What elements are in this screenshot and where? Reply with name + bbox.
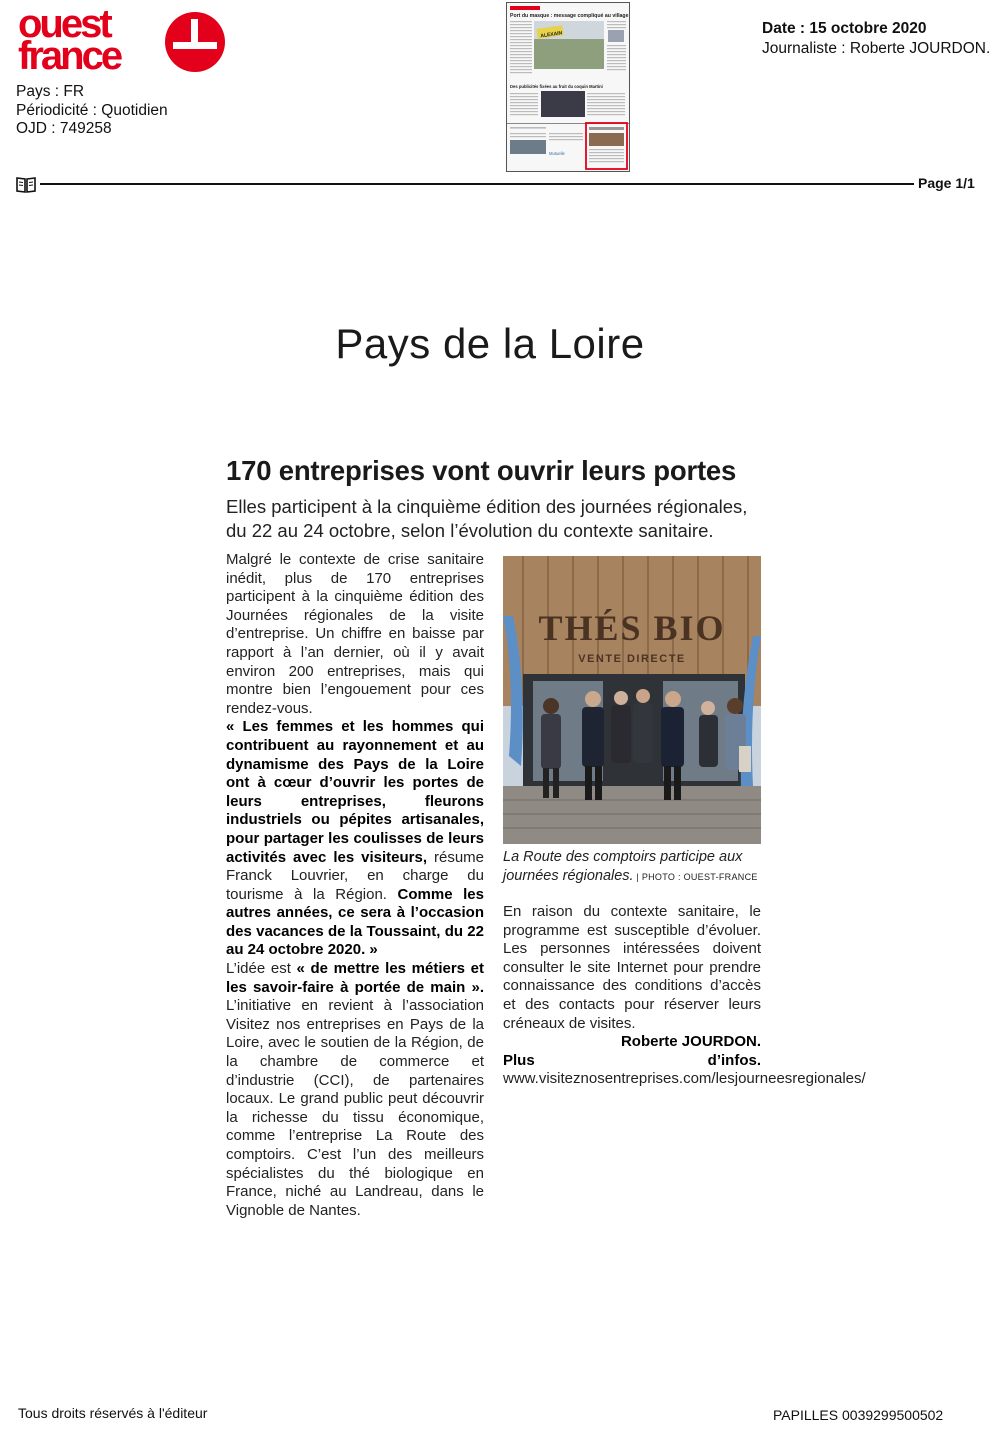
header-divider [40, 183, 914, 185]
more-info-link[interactable]: www.visiteznosentreprises.com/lesjourneesregionales/ [503, 1070, 866, 1088]
thumb-headline-3: Mutuelle [549, 151, 565, 156]
publication-date: Date : 15 octobre 2020 [762, 20, 927, 37]
more-info [503, 1051, 866, 1089]
logo-mark-icon [164, 11, 226, 73]
more-info-label: Plus d’infos. [503, 1051, 761, 1069]
country-label: Pays : FR [16, 83, 85, 100]
publication-meta [16, 83, 168, 139]
ouest-france-logo [16, 4, 228, 76]
idea-quote: « de mettre les métiers et les savoir-faire à portée de main ». [226, 960, 484, 996]
photo-sign-text: THÉS BIO [538, 608, 726, 648]
rights-notice: Tous droits réservés à l'éditeur [18, 1405, 208, 1421]
thumb-sign: ALEXAIN [540, 30, 563, 40]
caption-text: La Route des comptoirs participe aux journées régionales. [503, 849, 743, 884]
book-icon [16, 176, 36, 194]
article-column-1 [226, 551, 484, 1220]
thumb-headline-1: Port du masque : message compliqué au village [510, 13, 629, 19]
photo-credit: | PHOTO : OUEST-FRANCE [633, 872, 758, 882]
idea-lead: L’idée est [226, 960, 297, 978]
quote-attribution: résume Franck Louvrier, en charge du tourisme à la Région. [226, 848, 484, 903]
paragraph-context: En raison du contexte sanitaire, le programme est susceptible d’évoluer. Les personnes intéressées doivent consulter le site Internet pour prendre connaissance des conditions d’accès et des contacts pour réserver leurs créneaux de visites. [503, 903, 761, 1032]
logo-word-ouest: ouest [18, 2, 110, 46]
page-thumbnail-image [507, 3, 629, 171]
quote-part-1: « Les femmes et les hommes qui contribuent au rayonnement et au dynamisme des Pays de la Loire ont à cœur d’ouvrir les portes de leurs entreprises, fleurons industriels ou pépites artisanales, pour partager les coulisses de leurs activités avec les visiteurs, [226, 718, 484, 866]
page-thumbnail[interactable] [506, 2, 630, 172]
thumb-headline-2: Des publicités fixées au fruit du coquin Martini [510, 84, 603, 89]
article-standfirst: Elles participent à la cinquième édition des journées régionales, du 22 au 24 octobre, selon l’évolution du contexte sanitaire. [226, 496, 748, 541]
journalist-label: Journaliste : Roberte JOURDON. [762, 40, 991, 57]
photo-caption [503, 848, 765, 887]
photo-subsign-text: VENTE DIRECTE [578, 653, 686, 665]
circulation-label: OJD : 749258 [16, 120, 112, 137]
article-column-2 [503, 903, 866, 1089]
document-code: PAPILLES 0039299500502 [773, 1407, 944, 1423]
frequency-label: Périodicité : Quotidien [16, 101, 168, 119]
paragraph-quote [226, 718, 484, 960]
paragraph-idea [226, 960, 484, 1220]
publication-info [762, 19, 990, 59]
logo-word-france: france [18, 34, 121, 78]
section-title: Pays de la Loire [335, 320, 645, 367]
author-signature: Roberte JOURDON. [620, 1033, 761, 1051]
article-headline: 170 entreprises vont ouvrir leurs portes [226, 455, 737, 486]
idea-body: L’initiative en revient à l’association Visitez nos entreprises en Pays de la Loire, avec le soutien de la Région, de la chambre de commerce et d’industrie (CCI), de partenaires locaux. Le grand public peut découvrir la richesse du tissu économique, comme l’entreprise La Route des comptoirs. C’est l’un des meilleurs spécialistes du thé biologique en France, niché au Landreau, dans le Vignoble de Nantes. [226, 997, 484, 1219]
page-number: Page 1/1 [918, 175, 975, 191]
article-photo [503, 556, 761, 844]
quote-part-2: Comme les autres années, ce sera à l’occasion des vacances de la Toussaint, du 22 au 24 octobre 2020. » [226, 885, 484, 959]
paragraph-intro: Malgré le contexte de crise sanitaire inédit, plus de 170 entreprises participent à la cinquième édition des Journées régionales de la visite d’entreprise. Un chiffre en baisse par rapport à l’an dernier, où il y avait environ 200 entreprises, mais qui montre bien l’engouement pour ces rendez-vous. [226, 551, 484, 717]
